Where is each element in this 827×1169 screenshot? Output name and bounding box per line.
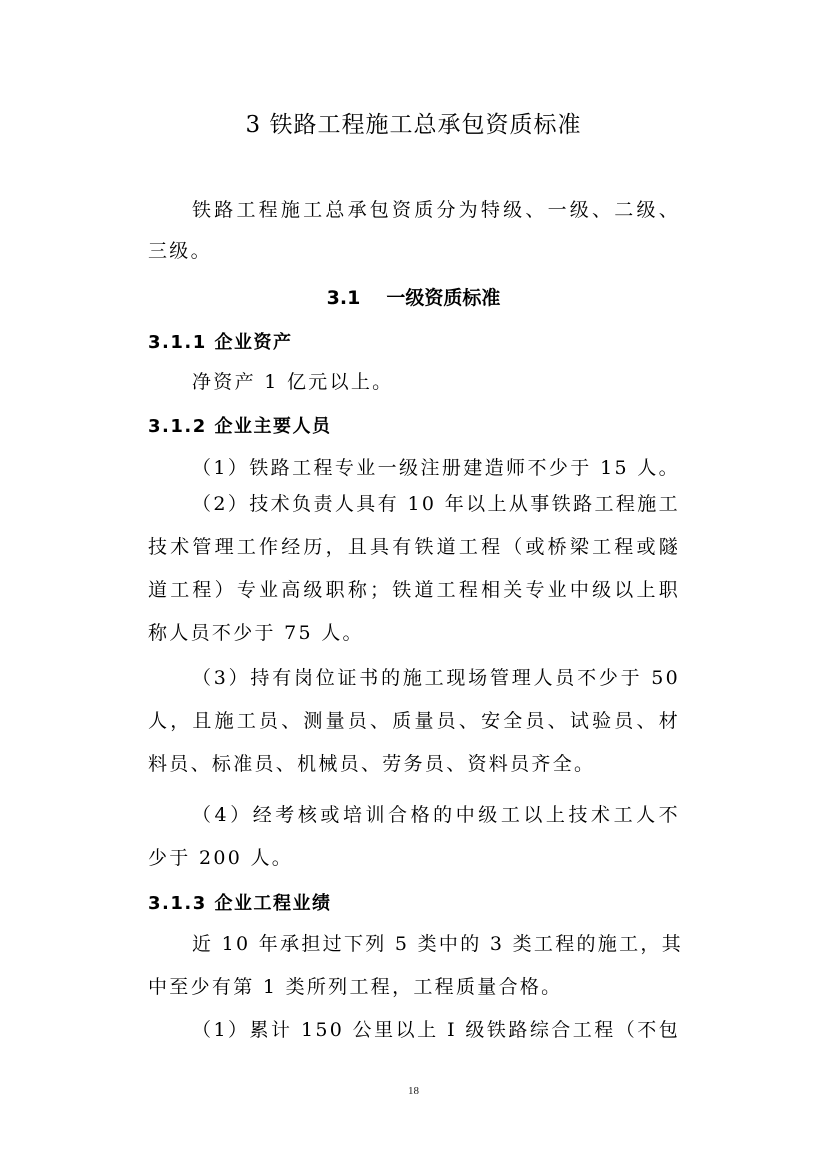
subsection-heading-3-1-3: 3.1.3 企业工程业绩 — [148, 893, 332, 914]
list-item-4-line-2: 少于 200 人。 — [148, 847, 294, 869]
list-item-3-line-3: 料员、标准员、机械员、劳务员、资料员齐全。 — [148, 753, 596, 775]
page-title: 3 铁路工程施工总承包资质标准 — [245, 112, 582, 138]
list-item-2-line-4: 称人员不少于 75 人。 — [148, 622, 364, 644]
intro-line-2: 三级。 — [148, 240, 212, 262]
list-item-2-line-3: 道工程）专业高级职称；铁道工程相关专业中级以上职 — [148, 579, 680, 601]
list-item-2-line-2: 技术管理工作经历，且具有铁道工程（或桥梁工程或隧 — [148, 536, 680, 558]
list-item-4-line-1: （4）经考核或培训合格的中级工以上技术工人不 — [192, 804, 680, 826]
section-number: 3.1 — [326, 287, 361, 309]
list-item-2-line-1: （2）技术负责人具有 10 年以上从事铁路工程施工 — [192, 493, 680, 515]
page-number: 18 — [408, 1085, 419, 1097]
paragraph-line: 中至少有第 1 类所列工程，工程质量合格。 — [148, 976, 563, 998]
subsection-heading-3-1-1: 3.1.1 企业资产 — [148, 332, 293, 353]
paragraph-line: 净资产 1 亿元以上。 — [192, 371, 394, 393]
list-item-3-line-2: 人，且施工员、测量员、质量员、安全员、试验员、材 — [148, 710, 680, 732]
subsection-heading-3-1-2: 3.1.2 企业主要人员 — [148, 416, 332, 437]
list-item-1: （1）铁路工程专业一级注册建造师不少于 15 人。 — [192, 457, 680, 479]
section-heading — [0, 283, 827, 310]
list-item-3-line-1: （3）持有岗位证书的施工现场管理人员不少于 50 — [192, 667, 680, 689]
intro-line-1: 铁路工程施工总承包资质分为特级、一级、二级、 — [192, 199, 680, 221]
paragraph-line: 近 10 年承担过下列 5 类中的 3 类工程的施工，其 — [192, 933, 683, 955]
section-title: 一级资质标准 — [386, 287, 501, 309]
paragraph-line: （1）累计 150 公里以上 I 级铁路综合工程（不包 — [192, 1019, 680, 1041]
